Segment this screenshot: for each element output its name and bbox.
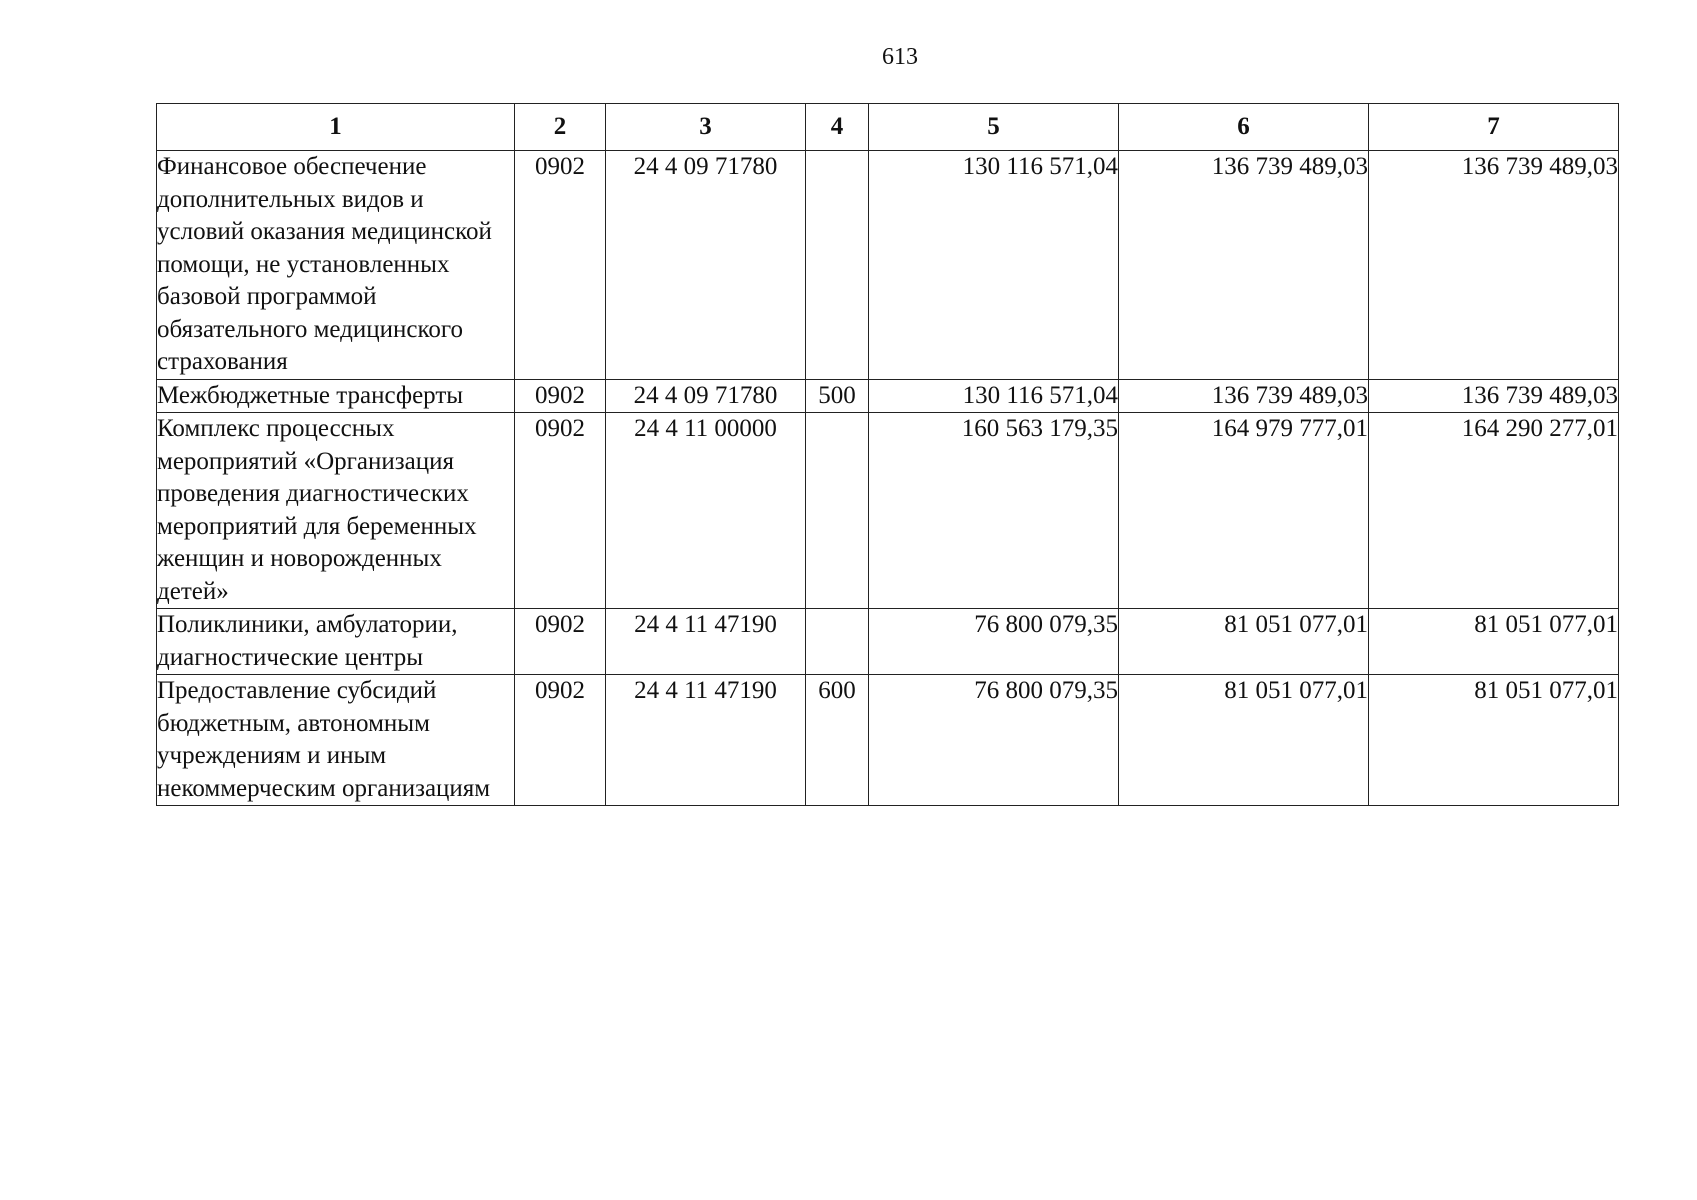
row-amount-1: 130 116 571,04 [869,379,1119,413]
row-amount-2: 164 979 777,01 [1119,413,1369,609]
column-header-6: 6 [1119,104,1369,151]
table-row [157,413,1619,609]
column-header-3: 3 [606,104,806,151]
row-section: 0902 [515,413,606,609]
row-amount-3: 164 290 277,01 [1369,413,1619,609]
table-row [157,151,1619,380]
row-target-article: 24 4 09 71780 [606,379,806,413]
header-row [157,104,1619,151]
row-target-article: 24 4 11 47190 [606,609,806,675]
row-amount-1: 160 563 179,35 [869,413,1119,609]
row-expense-type [806,151,869,380]
row-amount-1: 76 800 079,35 [869,675,1119,806]
row-section: 0902 [515,675,606,806]
table-row [157,609,1619,675]
row-amount-3: 136 739 489,03 [1369,151,1619,380]
column-header-2: 2 [515,104,606,151]
table-row [157,379,1619,413]
row-amount-2: 81 051 077,01 [1119,675,1369,806]
row-amount-1: 76 800 079,35 [869,609,1119,675]
table-row [157,675,1619,806]
row-amount-2: 136 739 489,03 [1119,379,1369,413]
column-header-4: 4 [806,104,869,151]
row-section: 0902 [515,609,606,675]
row-section: 0902 [515,379,606,413]
row-name: Комплекс процессных мероприятий «Организация проведения диагностических мероприятий для беременных женщин и новорожденных детей» [157,413,515,609]
row-name: Финансовое обеспечение дополнительных видов и условий оказания медицинской помощи, не установленных базовой программой обязательного медицинского страхования [157,151,515,380]
row-target-article: 24 4 09 71780 [606,151,806,380]
row-expense-type [806,413,869,609]
column-header-5: 5 [869,104,1119,151]
row-name: Межбюджетные трансферты [157,379,515,413]
row-name: Предоставление субсидий бюджетным, автономным учреждениям и иным некоммерческим организациям [157,675,515,806]
column-header-1: 1 [157,104,515,151]
column-header-7: 7 [1369,104,1619,151]
row-amount-3: 81 051 077,01 [1369,675,1619,806]
row-amount-3: 81 051 077,01 [1369,609,1619,675]
row-amount-1: 130 116 571,04 [869,151,1119,380]
row-expense-type: 500 [806,379,869,413]
page-number: 613 [882,44,918,70]
row-amount-2: 81 051 077,01 [1119,609,1369,675]
budget-table [156,103,1619,806]
row-target-article: 24 4 11 47190 [606,675,806,806]
row-expense-type [806,609,869,675]
row-amount-3: 136 739 489,03 [1369,379,1619,413]
row-name: Поликлиники, амбулатории, диагностические центры [157,609,515,675]
row-amount-2: 136 739 489,03 [1119,151,1369,380]
row-target-article: 24 4 11 00000 [606,413,806,609]
row-expense-type: 600 [806,675,869,806]
row-section: 0902 [515,151,606,380]
